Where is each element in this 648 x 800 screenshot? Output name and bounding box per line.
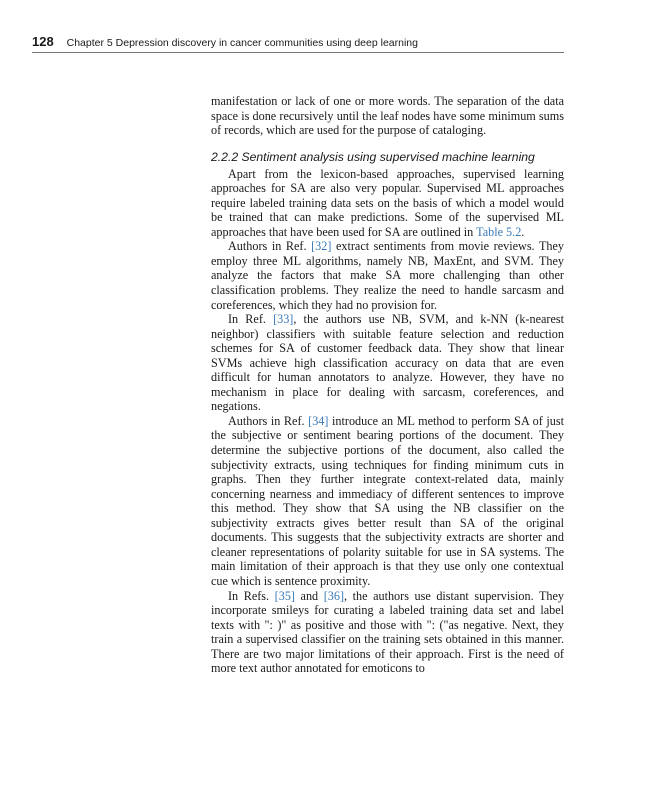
running-header [32, 34, 564, 53]
section-heading: 2.2.2 Sentiment analysis using supervised machine learning [211, 149, 535, 164]
paragraph-text: Authors in Ref. [228, 413, 309, 428]
paragraph-text: In Ref. [228, 312, 274, 327]
paragraph-3 [211, 312, 564, 414]
paragraph-text: Authors in Ref. [228, 239, 312, 254]
continuation-paragraph: manifestation or lack of one or more words. The separation of the data space is done recursively until the leaf nodes have some minimum sums of records, which are used for the purpose of cataloging. [211, 94, 564, 138]
paragraph-text: introduce an ML method to perform SA of just the subjective or sentiment bearing portions of the document. They determine the subjective portions of the document, also called the subjectivity extracts, using techniques for finding minimum cuts in graphs. Then they further integrate context-related data, mainly concerning nearness and immediacy of different sentences to improve this method. They show that SA using the NB classifier on the subjectivity extracts gives better result than SA of the original documents. This suggests that the subjectivity extracts are shorter and cleaner representations of polarity suitable for use in SA systems. The main limitation of their approach is that they use only one contextual cue which is sentence proximity. [211, 413, 564, 588]
citation-link[interactable]: [33] [273, 312, 294, 327]
chapter-title: Chapter 5 Depression discovery in cancer communities using deep learning [66, 37, 418, 49]
citation-link[interactable]: [35] [274, 588, 295, 603]
paragraph-text: , the authors use distant supervision. They incorporate smileys for curating a labeled training data set and label texts with ": )" as positive and those with ": ("as negative. Next, they train a supervised classifier on the training sets obtained in this manner. There are two major limitations of their approach. First is the need of more text author annotated for emoticons to [211, 588, 564, 676]
paragraph-text: Apart from the lexicon-based approaches, supervised learning approaches for SA are also very popular. Supervised ML approaches require labeled training data sets on the basis of which a model would be trained that can make predictions. Some of the supervised ML approaches that have been used for SA are outlined in [211, 166, 564, 239]
body-text [211, 94, 564, 676]
paragraph-2 [211, 239, 564, 312]
paragraph-text: , the authors use NB, SVM, and k-NN (k-nearest neighbor) classifiers with suitable feature selection and reduction schemes for SA of customer feedback data. They show that linear SVMs achieve high classification accuracy on data that are even difficult for human annotators to analyze. However, they have no mechanism in place for dealing with sarcasm, coreferences, and negations. [211, 312, 564, 414]
paragraph-text: . [521, 224, 525, 239]
paragraph-text: In Refs. [228, 588, 275, 603]
paragraph-text: extract sentiments from movie reviews. They employ three ML algorithms, namely NB, MaxEnt, and SVM. They analyze the factors that make SA more challenging than other classification problems. They realize the need to handle sarcasm and coreferences, which they had no provision for. [211, 239, 564, 312]
table-reference-link[interactable]: Table 5.2 [476, 224, 522, 239]
citation-link[interactable]: [32] [311, 239, 332, 254]
paragraph-text: and [294, 588, 324, 603]
page-number: 128 [32, 34, 54, 49]
paragraph-5 [211, 589, 564, 676]
citation-link[interactable]: [36] [323, 588, 345, 603]
citation-link[interactable]: [34] [308, 413, 329, 428]
paragraph-4 [211, 414, 564, 589]
paragraph-1 [211, 167, 564, 240]
